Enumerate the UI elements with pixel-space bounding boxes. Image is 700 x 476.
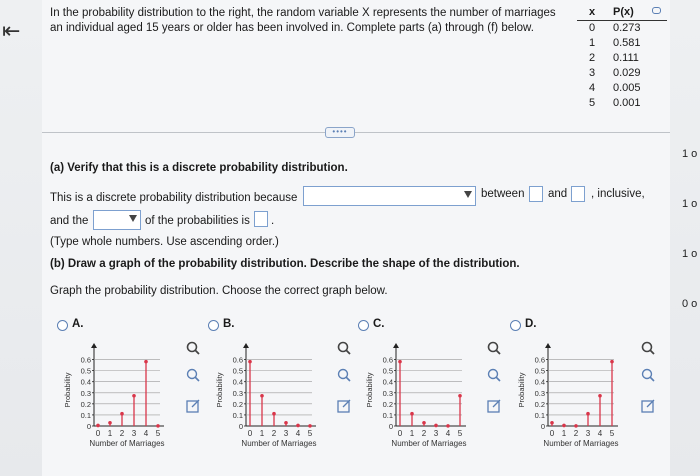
x-tick-label: 5 [609,429,615,438]
y-tick-label: 0.3 [232,388,243,398]
bar-point [458,394,462,398]
y-tick-label: 0.2 [80,399,91,409]
bar-point [132,394,136,398]
cell-x: 4 [588,82,596,94]
x-axis-label: Number of Marriages [89,439,165,448]
side-fragment: 1 o [682,148,698,160]
x-axis-label: Number of Marriages [391,439,467,448]
bar-point [108,421,112,425]
cell-x: 5 [588,97,596,109]
y-axis-label: Probability [63,372,72,408]
y-tick-label: 0.2 [232,399,243,409]
expand-more-button[interactable]: •••• [325,127,355,138]
option-b-radio[interactable] [208,320,219,331]
x-tick-label: 4 [295,429,301,438]
x-tick-label: 5 [307,429,313,438]
part-a-sentence: This is a discrete probability distribution because [50,192,298,204]
bar-point [410,412,414,416]
cell-p: 0.001 [613,97,641,109]
x-tick-label: 5 [457,429,463,438]
y-axis-label: Probability [365,372,374,408]
x-axis-label: Number of Marriages [241,439,317,448]
bar-point [562,424,566,428]
option-c-radio[interactable] [358,320,369,331]
open-external-icon[interactable] [640,398,656,414]
bar-point [574,424,578,428]
y-tick-label: 0.1 [80,410,91,420]
y-tick-label: 0.5 [534,366,545,376]
y-tick-label: 0.4 [232,377,243,387]
option-d-label: D. [525,318,537,330]
copy-table-icon[interactable] [652,7,661,14]
x-tick-label: 1 [409,429,415,438]
y-tick-label: 0.3 [80,388,91,398]
option-c-label: C. [373,318,385,330]
bar-point [434,424,438,428]
question-intro: In the probability distribution to the right, the random variable X represents the number of marriages an individual aged 15 years or older has been involved in. Complete parts (a) through (f) below. [50,7,556,34]
and-text: and [548,188,568,200]
x-tick-label: 4 [143,429,149,438]
x-tick-label: 1 [259,429,265,438]
option-b-graph [212,332,332,452]
cell-x: 2 [588,52,596,64]
bar-point [144,360,148,364]
y-tick-label: 0.1 [382,410,393,420]
cell-p: 0.005 [613,82,641,94]
y-tick-label: 0 [238,422,243,431]
part-b-instruction: Graph the probability distribution. Choose the correct graph below. [50,285,388,297]
x-tick-label: 0 [397,429,403,438]
of-probabilities-text: of the probabilities is [145,215,250,227]
inclusive-text: , inclusive, [591,188,645,200]
y-tick-label: 0.4 [382,377,393,387]
option-d-graph [514,332,634,452]
and-the-text: and the [50,215,89,227]
cell-x: 0 [588,22,596,34]
y-tick-label: 0 [540,422,545,431]
y-axis-arrow [243,343,249,348]
cell-x: 1 [588,37,596,49]
x-tick-label: 2 [573,429,579,438]
x-tick-label: 0 [549,429,555,438]
table-row [577,66,667,81]
bar-point [156,424,160,428]
zoom-in-icon[interactable] [640,340,656,356]
table-row [577,96,667,111]
y-tick-label: 0.3 [534,388,545,398]
y-tick-label: 0.6 [534,355,545,365]
upper-bound-input[interactable] [571,186,585,202]
col-p-header: P(x) [613,6,634,18]
x-tick-label: 3 [131,429,137,438]
cell-p: 0.273 [613,22,641,34]
x-tick-label: 2 [119,429,125,438]
x-tick-label: 0 [95,429,101,438]
probability-table [577,6,667,111]
x-tick-label: 4 [445,429,451,438]
col-x-header: x [588,6,596,18]
table-row [577,36,667,51]
part-a-heading: (a) Verify that this is a discrete probability distribution. [50,162,348,174]
bar-point [260,394,264,398]
cell-p: 0.111 [613,52,639,64]
bar-point [284,421,288,425]
zoom-out-icon[interactable] [640,367,656,383]
y-tick-label: 0.5 [80,366,91,376]
input-hint: (Type whole numbers. Use ascending order.) [50,236,279,248]
bar-point [550,421,554,425]
y-tick-label: 0 [388,422,393,431]
bar-point [598,394,602,398]
zoom-in-icon[interactable] [336,340,352,356]
bar-point [296,424,300,428]
zoom-in-icon[interactable] [185,340,201,356]
zoom-in-icon[interactable] [486,340,502,356]
sum-input[interactable] [254,211,268,227]
operation-dropdown[interactable] [93,210,141,230]
section-divider [42,132,670,133]
side-fragment: 1 o [682,198,698,210]
part-b-heading: (b) Draw a graph of the probability distribution. Describe the shape of the distribution. [50,258,520,270]
bar-point [308,424,312,428]
x-tick-label: 5 [155,429,161,438]
y-tick-label: 0.2 [534,399,545,409]
y-tick-label: 0.4 [534,377,545,387]
option-c-graph [362,332,482,452]
bar-point [96,424,100,428]
bar-point [248,360,252,364]
option-a-radio[interactable] [57,320,68,331]
y-tick-label: 0.5 [232,366,243,376]
zoom-out-icon[interactable] [486,367,502,383]
y-tick-label: 0.6 [80,355,91,365]
option-a-graph [60,332,180,452]
chevron-down-icon [464,191,472,198]
y-axis-label: Probability [215,372,224,408]
x-tick-label: 4 [597,429,603,438]
x-tick-label: 1 [107,429,113,438]
lower-bound-input[interactable] [529,186,543,202]
table-row [577,81,667,96]
y-tick-label: 0.4 [80,377,91,387]
bar-point [610,360,614,364]
bar-point [422,421,426,425]
side-fragment: 0 o [682,298,698,310]
open-external-icon[interactable] [336,398,352,414]
y-tick-label: 0.3 [382,388,393,398]
back-arrow-icon[interactable]: ⇤ [2,18,21,43]
option-a-label: A. [72,318,84,330]
x-tick-label: 3 [585,429,591,438]
table-row [577,21,667,36]
bar-point [586,412,590,416]
x-tick-label: 0 [247,429,253,438]
x-axis-label: Number of Marriages [543,439,619,448]
bar-point [446,424,450,428]
table-row [577,51,667,66]
y-tick-label: 0.2 [382,399,393,409]
reason-dropdown[interactable] [303,186,476,206]
cell-p: 0.029 [613,67,641,79]
option-b-label: B. [223,318,235,330]
open-external-icon[interactable] [486,398,502,414]
zoom-out-icon[interactable] [185,367,201,383]
y-axis-label: Probability [517,372,526,408]
period-text: . [271,215,275,227]
between-text: between [481,188,525,200]
y-tick-label: 0 [86,422,91,431]
y-tick-label: 0.1 [232,410,243,420]
bar-point [272,412,276,416]
x-tick-label: 3 [283,429,289,438]
zoom-out-icon[interactable] [336,367,352,383]
y-axis-arrow [91,343,97,348]
open-external-icon[interactable] [185,398,201,414]
cell-p: 0.581 [613,37,641,49]
side-fragment: 1 o [682,248,698,260]
bar-point [398,360,402,364]
y-tick-label: 0.6 [382,355,393,365]
x-tick-label: 1 [561,429,567,438]
x-tick-label: 3 [433,429,439,438]
option-d-radio[interactable] [510,320,521,331]
y-axis-arrow [545,343,551,348]
x-tick-label: 2 [421,429,427,438]
y-tick-label: 0.5 [382,366,393,376]
y-tick-label: 0.6 [232,355,243,365]
y-tick-label: 0.1 [534,410,545,420]
cell-x: 3 [588,67,596,79]
bar-point [120,412,124,416]
chevron-down-icon [129,215,137,222]
x-tick-label: 2 [271,429,277,438]
y-axis-arrow [393,343,399,348]
